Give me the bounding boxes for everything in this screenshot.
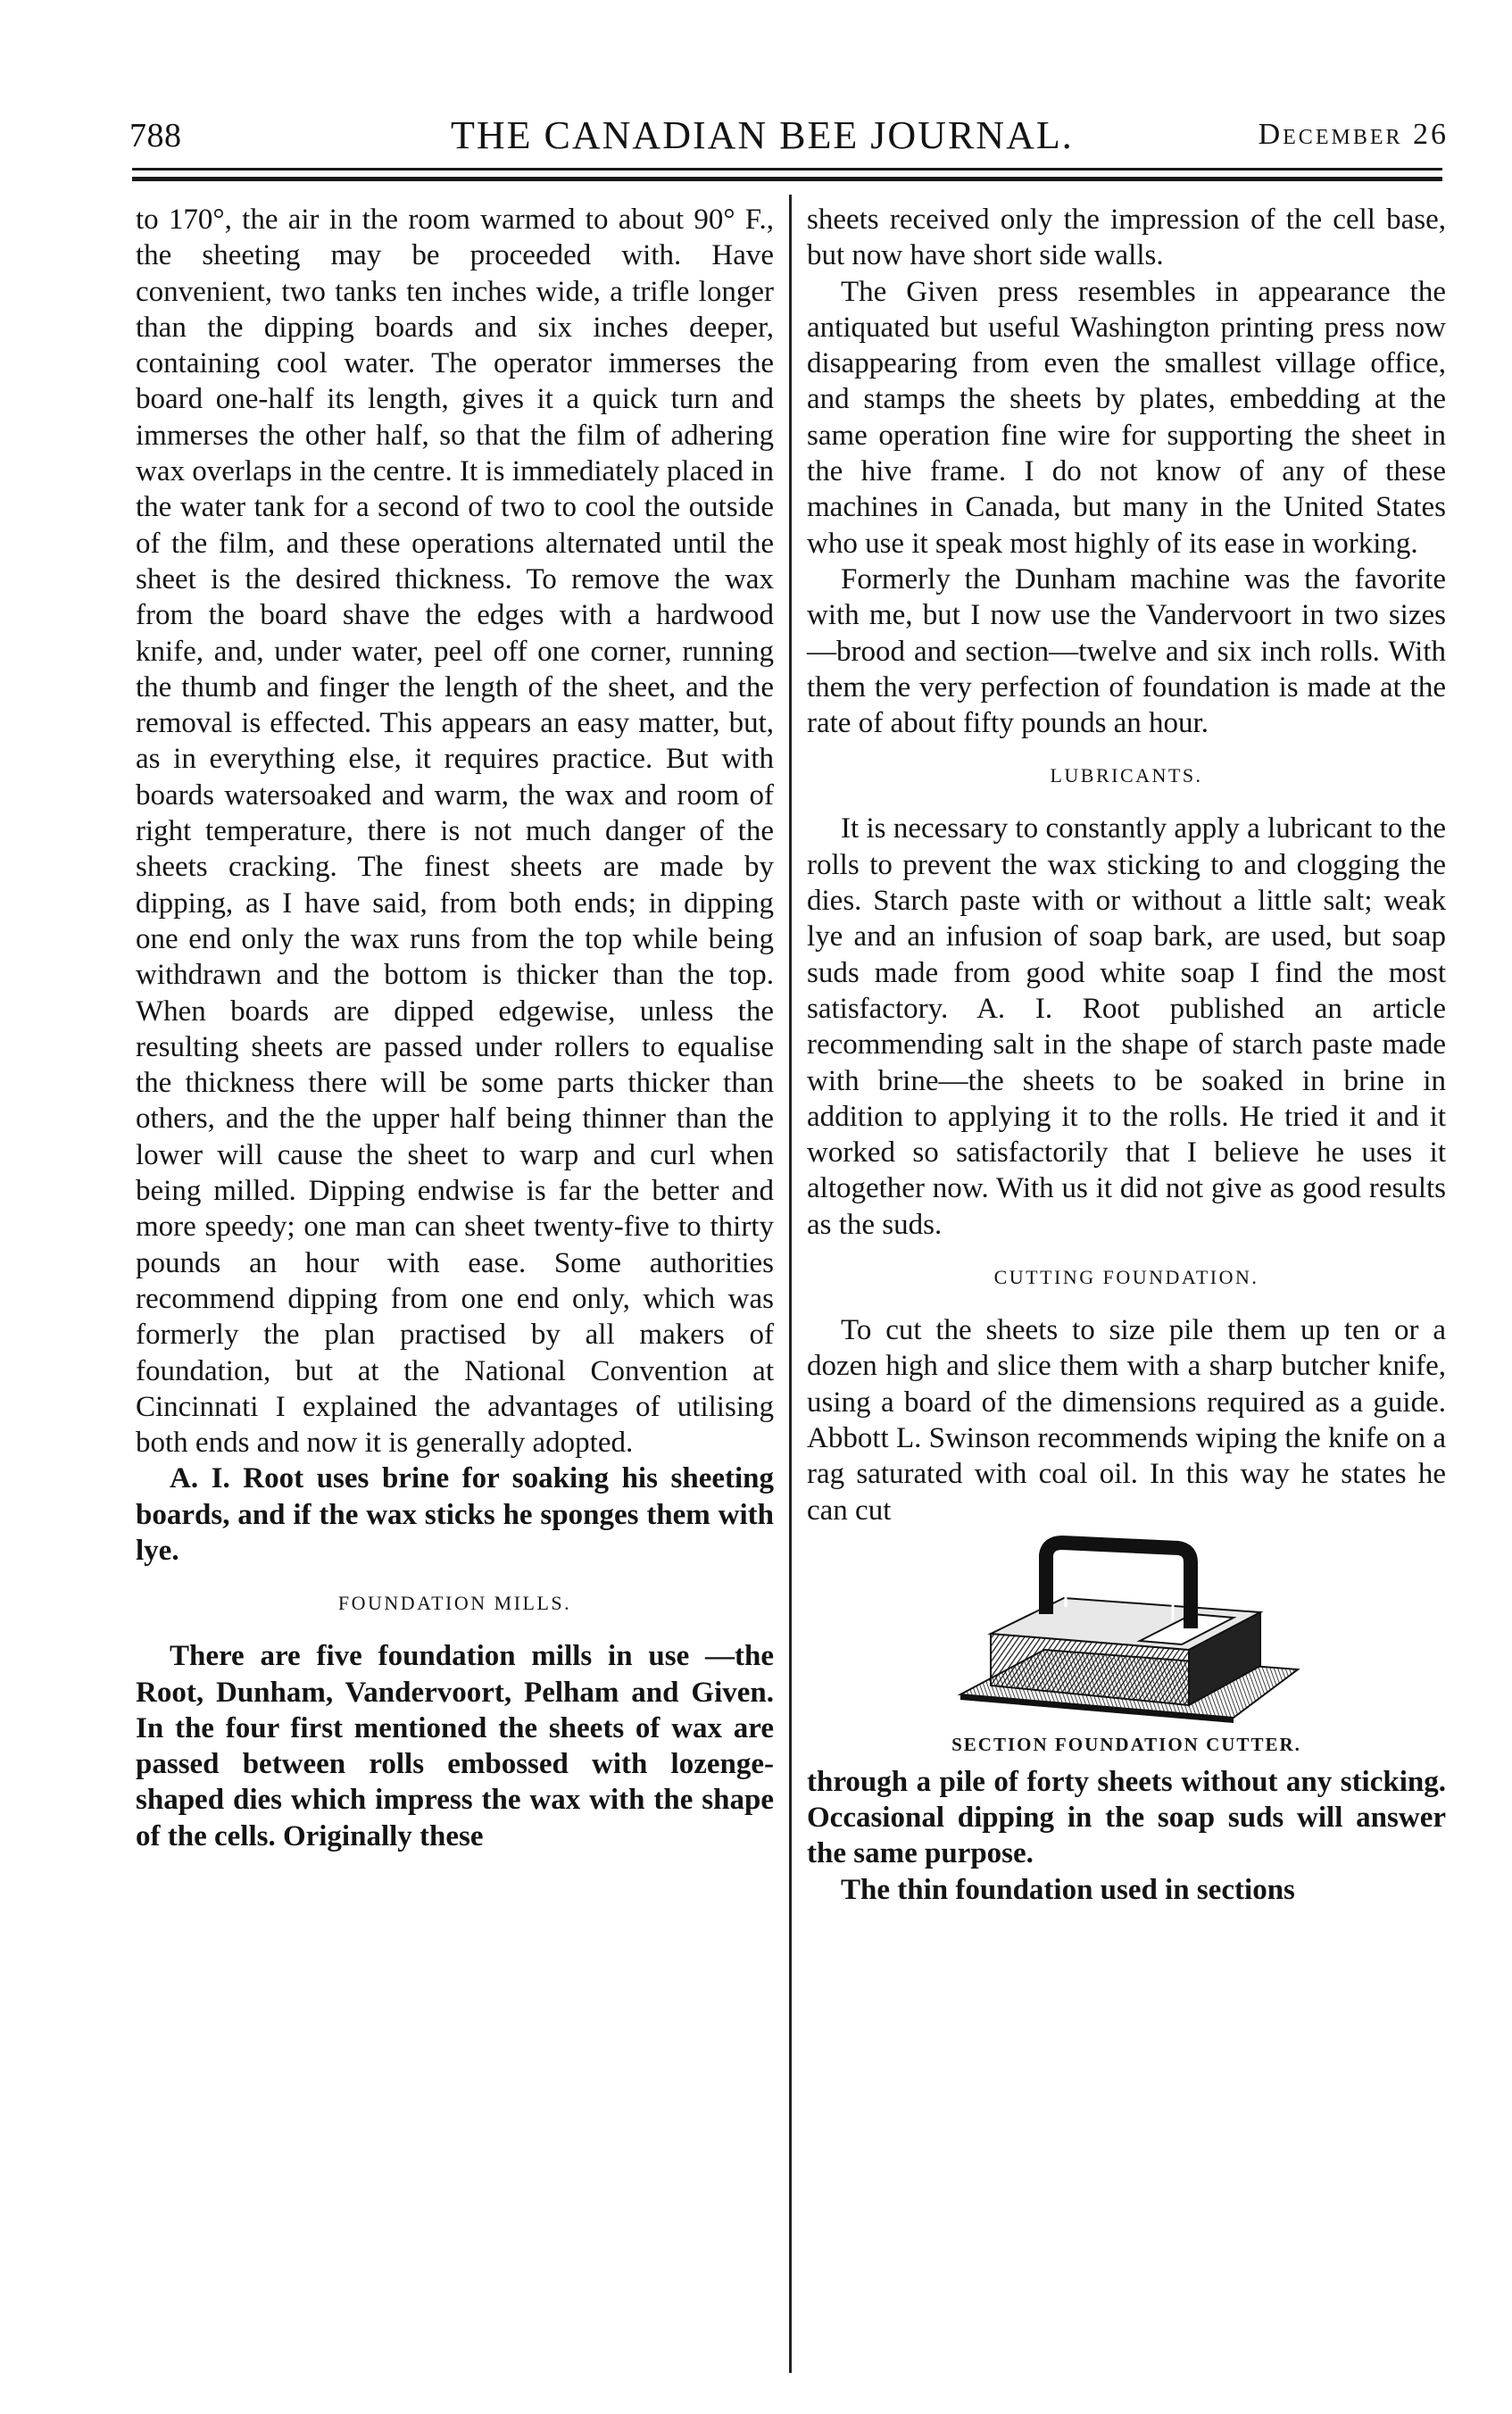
journal-title: THE CANADIAN BEE JOURNAL. xyxy=(451,113,1074,157)
cutter-engraving-icon xyxy=(948,1536,1305,1723)
paragraph-given-press: The Given press resembles in appearance the antiquated but useful Washington printing press now disappearing from even the smallest village office, and stamps the sheets by plates, embedding at the same operation fine wire for supporting the sheet in the hive frame. I do not know of any of these machines in Canada, but many in the United States who use it speak most highly of its ease in working. xyxy=(807,275,1446,560)
paragraph-cell-base: sheets received only the impression of the cell base, but now have short side walls. xyxy=(807,204,1446,272)
cutter-illustration xyxy=(807,1536,1446,1757)
heading-cutting-foundation: CUTTING FOUNDATION. xyxy=(993,1266,1259,1289)
header-rule-thin xyxy=(132,168,1442,171)
paragraph-thin-foundation: The thin foundation used in sections xyxy=(841,1873,1295,1906)
paragraph-brine: A. I. Root uses brine for soaking his sheeting boards, and if the wax sticks he sponges them with lye. xyxy=(136,1462,774,1567)
paragraph-forty-sheets: through a pile of forty sheets without any sticking. Occasional dipping in the soap suds will answer the same purpose. xyxy=(807,1765,1446,1870)
paragraph-cutting: To cut the sheets to size pile them up ten or a dozen high and slice them with a sharp butcher knife, using a board of the dimensions required as a guide. Abbott L. Swinson recommends wiping the knife on a rag saturated with coal oil. In this way he states he can cut xyxy=(807,1314,1446,1527)
left-column xyxy=(136,202,774,1854)
right-column xyxy=(807,202,1446,1908)
paragraph-mills: There are five foundation mills in use —the Root, Dunham, Vandervoort, Pelham and Given. In the four first mentioned the sheets of wax are passed between rolls embossed with lozenge-shaped dies which impress the wax with the shape of the cells. Originally these xyxy=(136,1640,774,1852)
page-header xyxy=(129,109,1449,162)
figure-caption: SECTION FOUNDATION CUTTER. xyxy=(951,1733,1301,1755)
heading-lubricants: LUBRICANTS. xyxy=(1050,764,1203,787)
column-divider xyxy=(789,195,792,2373)
paragraph-lubricants: It is necessary to constantly apply a lubricant to the rolls to prevent the wax sticking to and clogging the dies. Starch paste with or without a little salt; weak lye and an infusion of soap bark, are used, but soap suds made from good white soap I find the most satisfactory. A. I. Root published an article recommending salt in the shape of starch paste made with brine—the sheets to be soaked in brine in addition to applying it to the rolls. He tried it and it worked so satisfactorily that I believe he uses it altogether now. With us it did not give as good results as the suds. xyxy=(807,812,1446,1241)
heading-foundation-mills: FOUNDATION MILLS. xyxy=(337,1592,572,1615)
issue-date: December 26 xyxy=(1258,118,1449,151)
paragraph-dunham: Formerly the Dunham machine was the favorite with me, but I now use the Vandervoort in two sizes—brood and section—twelve and six inch rolls. With them the very perfection of foundation is made at the rate of about fifty pounds an hour. xyxy=(807,562,1446,740)
page-number: 788 xyxy=(129,117,182,154)
paragraph-sheeting: to 170°, the air in the room warmed to about 90° F., the sheeting may be proceeded with. Have convenient, two tanks ten inches wide, a trifle longer than the dipping boards and six inches deeper, containing cool water. The operator immerses the board one-half its length, gives it a quick turn and immerses the other half, so that the film of adhering wax overlaps in the centre. It is immediately placed in the water tank for a second of two to cool the outside of the film, and these operations alternated until the sheet is the desired thickness. To remove the wax from the board shave the edges with a hardwood knife, and, under water, peel off one corner, running the thumb and finger the length of the sheet, and the removal is effected. This appears an easy matter, but, as in everything else, it requires practice. But with boards watersoaked and warm, the wax and room of right temperature, there is not much danger of the sheets cracking. The finest sheets are made by dipping, as I have said, from both ends; in dipping one end only the wax runs from the top while being withdrawn and the bottom is thicker than the top. When boards are dipped edgewise, unless the resulting sheets are passed under rollers to equalise the thickness there will be some parts thicker than others, and the the upper half being thinner than the lower will cause the sheet to warp and curl when being milled. Dipping endwise is far the better and more speedy; one man can sheet twenty-five to thirty pounds an hour with ease. Some authorities recommend dipping from one end only, which was formerly the plan practised by all makers of foundation, but at the National Convention at Cincinnati I explained the advantages of utilising both ends and now it is generally adopted. xyxy=(136,204,774,1460)
header-rule-thick xyxy=(132,177,1442,181)
